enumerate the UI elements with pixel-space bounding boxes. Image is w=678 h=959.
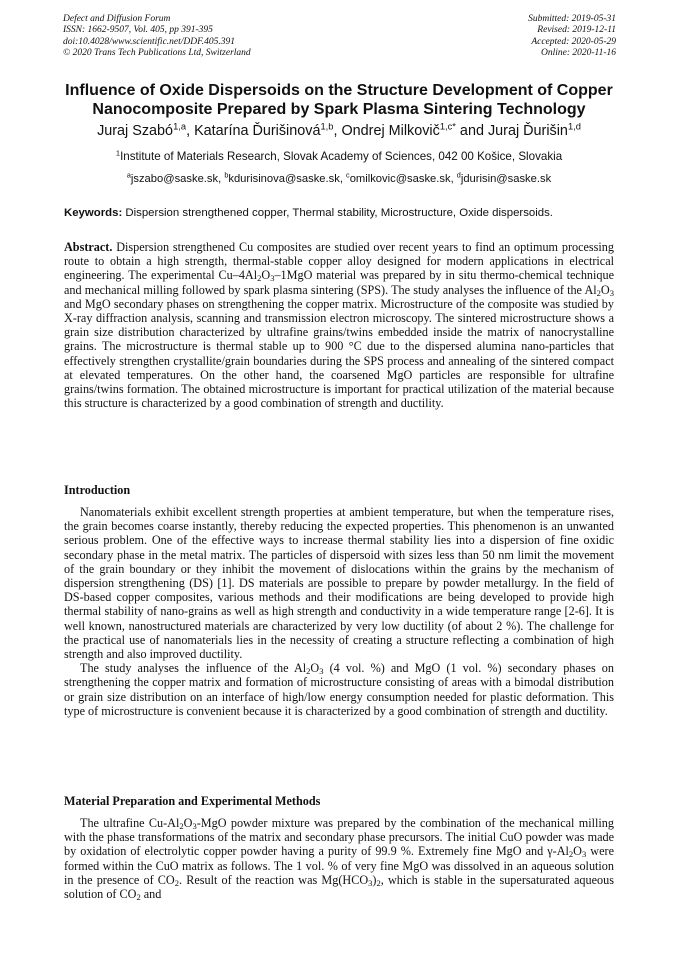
- abstract-text: Dispersion strengthened Cu composites are studied over recent years to find an optimum processing route to obtain a high strength, thermal-stable copper alloy designed for modern applications in electrical engineering. The experimental Cu–4Al: [64, 240, 614, 283]
- subscript: 3: [192, 821, 197, 832]
- methods-text: , which is stable in the supersaturated aqueous solution of CO: [64, 872, 614, 902]
- abstract-text: O: [261, 268, 271, 283]
- subscript: 2: [179, 821, 184, 832]
- methods-text: . Result of the reaction was Mg(HCO: [179, 872, 369, 887]
- methods-text: ): [372, 872, 377, 887]
- email-list: [40, 170, 638, 185]
- email-mark: d: [456, 170, 461, 180]
- abstract-label: Abstract.: [64, 240, 113, 254]
- methods-text: -MgO powder mixture was prepared by the combination of the mechanical milling with the phase transformations of the matrix and secondary phase precursors. The initial CuO powder was made by oxidation of electrolytic copper powder having a purity of 99.9 %. Extremely fine MgO and γ-Al: [64, 816, 614, 859]
- author-name: Ondrej Milkovič: [341, 123, 440, 139]
- email-mark: c: [346, 170, 350, 180]
- subscript: 3: [319, 666, 324, 677]
- author-list: [40, 123, 638, 139]
- author-affil-mark: 1,d: [567, 121, 581, 132]
- methods-text: The ultrafine Cu-Al: [80, 816, 180, 830]
- email-link[interactable]: omilkovic@saske.sk: [349, 173, 451, 185]
- revised-date: Revised: 2019-12-11: [537, 25, 616, 36]
- accepted-date: Accepted: 2020-05-29: [531, 36, 616, 47]
- subscript: 3: [270, 273, 275, 284]
- email-separator: ,: [218, 173, 225, 185]
- author-affil-mark: 1,c*: [439, 121, 456, 132]
- email-separator: ,: [450, 173, 457, 185]
- subscript: 3: [581, 849, 587, 860]
- author-name: Katarína Ďurišinová: [194, 123, 321, 139]
- submitted-date: Submitted: 2019-05-31: [528, 14, 616, 24]
- dates-info: [528, 14, 616, 60]
- subscript: 2: [174, 877, 179, 888]
- author-affil-mark: 1,a: [173, 121, 187, 132]
- introduction-body: [64, 505, 614, 718]
- methods-text: were formed within the CuO matrix as follows. The 1 vol. % of very fine MgO was dissolved in an aqueous solution in the presence of CO: [64, 844, 614, 887]
- methods-text: O: [573, 844, 582, 859]
- subscript: 2: [136, 892, 141, 903]
- email-separator: ,: [339, 173, 347, 185]
- doi[interactable]: doi:10.4028/www.scientific.net/DDF.405.391: [63, 36, 235, 47]
- abstract-text: and MgO secondary phases on strengthening the copper matrix. Microstructure of the composite was studied by X-ray diffraction analysis, scanning and transmission electron microscopy. The sintered microstructure shows a grain size distribution characterized by ultrafine grains/twins embedded inside the matrix of nanocrystalline grains. The microstructure is thermal stable up to 900 °C due to the dispersed alumina nano-particles that effectively strengthen crystallite/grain boundaries during the SPS process and annealing of the sintered compact at elevated temperatures. On the other hand, the coarsened MgO particles are responsible for ultrafine grains/twins formation. The obtained microstructure is important for practical utilization of the material because this structure is characterized by a good combination of strength and ductility.: [64, 296, 614, 411]
- keywords-label: Keywords:: [64, 207, 123, 219]
- email-link[interactable]: jdurisin@saske.sk: [460, 173, 552, 185]
- subscript: 2: [306, 666, 311, 677]
- affil-text: Institute of Materials Research, Slovak Academy of Sciences, 042 00 Košice, Slovakia: [120, 150, 563, 163]
- email-mark: a: [126, 170, 131, 180]
- email-mark: b: [224, 170, 229, 180]
- author-separator: and: [455, 123, 488, 139]
- author-affil-mark: 1,b: [320, 121, 334, 132]
- intro-paragraph: [64, 661, 614, 718]
- author-separator: ,: [186, 123, 195, 139]
- intro-heading: Introduction: [64, 483, 131, 497]
- author-name: Juraj Szabó: [97, 123, 174, 139]
- intro-text: The study analyses the influence of the Al: [80, 661, 307, 676]
- subscript: 2: [568, 849, 574, 860]
- subscript: 2: [257, 273, 262, 284]
- intro-text: O: [310, 661, 320, 676]
- subscript: 3: [368, 877, 373, 888]
- methods-text: O: [183, 816, 193, 830]
- keywords: [64, 207, 624, 219]
- author-name: Juraj Ďurišin: [487, 123, 568, 139]
- author-separator: ,: [333, 123, 342, 139]
- subscript: 3: [609, 287, 614, 298]
- subscript: 2: [376, 877, 381, 888]
- issn: ISSN: 1662-9507, Vol. 405, pp 391-395: [63, 25, 213, 36]
- affil-mark: 1: [115, 148, 121, 158]
- methods-paragraph: [64, 816, 614, 901]
- methods-body: [64, 816, 614, 901]
- online-date: Online: 2020-11-16: [540, 48, 616, 59]
- email-link[interactable]: kdurisinova@saske.sk: [228, 173, 340, 185]
- keywords-text: Dispersion strengthened copper, Thermal stability, Microstructure, Oxide dispersoids.: [122, 207, 553, 219]
- email-link[interactable]: jszabo@saske.sk: [130, 173, 219, 185]
- affiliation: [40, 150, 638, 163]
- journal-info: [63, 14, 251, 60]
- abstract: [64, 240, 614, 410]
- paper-title: Influence of Oxide Dispersoids on the Structure Development of Copper Nanocomposite Prepared by Spark Plasma Sintering Technology: [65, 82, 613, 118]
- abstract-text: –1MgO material was prepared by in situ thermo-chemical technique and mechanical milling followed by spark plasma sintering (SPS). The study analyses the influence of the Al: [64, 268, 615, 297]
- methods-text: and: [140, 887, 162, 902]
- methods-heading: Material Preparation and Experimental Methods: [64, 794, 321, 808]
- intro-text: (4 vol. %) and MgO (1 vol. %) secondary phases on strengthening the copper matrix and formation of microstructure consisting of areas with a bimodal distribution or grain size distribution on an interface of high/low energy consumption needed for plastic deformation. This type of microstructure is convenient because it is characterized by a good combination of strength and ductility.: [64, 661, 614, 718]
- copyright: © 2020 Trans Tech Publications Ltd, Switzerland: [63, 48, 251, 59]
- journal-name: Defect and Diffusion Forum: [63, 14, 171, 24]
- intro-paragraph: Nanomaterials exhibit excellent strength properties at ambient temperature, but when the temperature rises, the grain becomes coarse instantly, thereby reducing the expected properties. This phenomenon is an unwanted serious problem. One of the effective ways to increase thermal stability lies into a dispersion of fine oxidic secondary phase in the metal matrix. The particles of dispersoid with sizes less than 50 nm limit the movement of the grain boundary or they inhibit the movement of dislocations within the grains by the mechanism of dispersion strengthening (DS) [1]. DS materials are possible to prepare by powder metallurgy. In the field of DS-based copper composites, various methods and their modifications are being developed to provide high thermal stability of nano-grains as well as high strength and conductivity in a wide temperature range [2-6]. It is well known, nanostructured materials are characterized by very low ductility (of about 2 %). The challenge for the practical use of nanomaterials lies in the necessity of creating a structure reflecting a combination of high strength and also improved ductility.: [64, 505, 614, 662]
- abstract-text: O: [600, 282, 610, 297]
- subscript: 2: [596, 287, 601, 298]
